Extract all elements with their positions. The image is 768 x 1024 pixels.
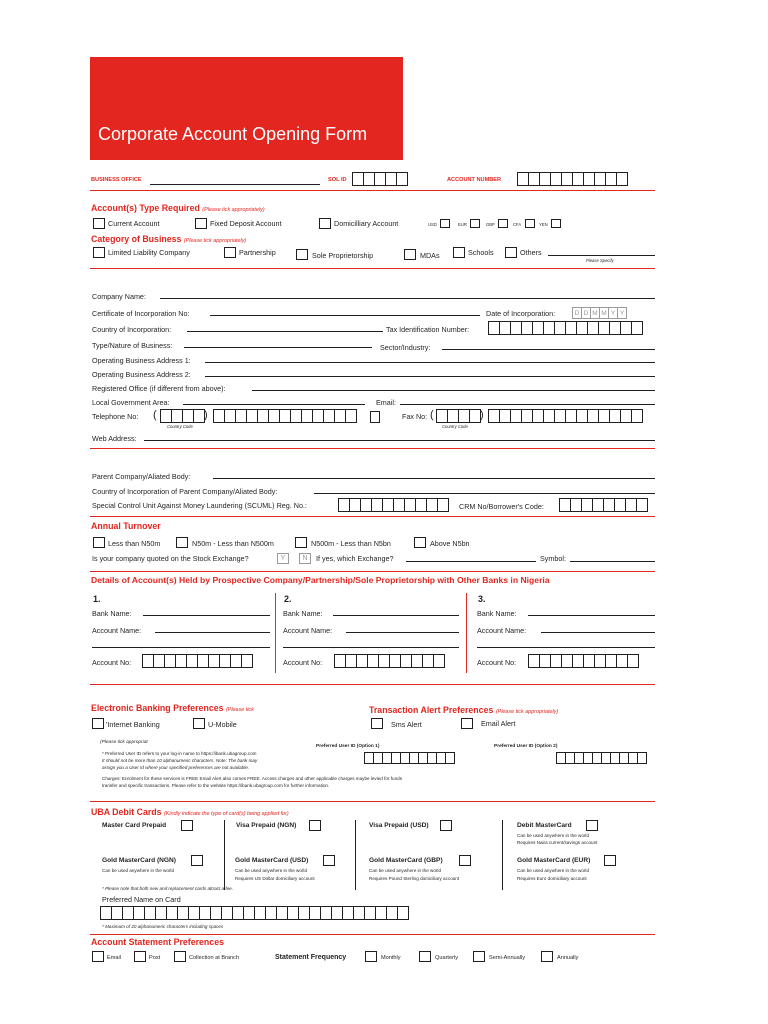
other-banks-heading: Details of Account(s) Held by Prospective Company/Partnership/Sole Proprietorship with Other Banks in Nigeria — [91, 575, 550, 585]
lga-label: Local Government Area: — [92, 398, 170, 407]
sector-label: Sector/Industry: — [380, 343, 431, 352]
divider — [90, 801, 655, 802]
date-inc-boxes[interactable] — [572, 307, 626, 319]
card-gold-ngn-desc1: Can be used anywhere in the world — [102, 868, 175, 873]
sector-field[interactable] — [442, 349, 655, 350]
bank1-acct-no-label: Account No: — [92, 658, 132, 667]
date-year-2[interactable]: Y — [617, 307, 627, 319]
bank3-acct-name-field[interactable] — [541, 632, 655, 633]
bank1-acct-name-field-2[interactable] — [92, 647, 270, 648]
card-mc-prepaid-label: Master Card Prepaid — [102, 822, 167, 829]
date-month-1[interactable]: M — [590, 307, 600, 319]
bank2-acct-name-field-2[interactable] — [283, 647, 459, 648]
sol-id-label: SOL ID — [328, 177, 347, 183]
freq-annual-label: Annually — [557, 955, 579, 961]
card-debit-mc-desc1: Can be used anywhere in the world — [517, 833, 590, 838]
mdas-label: MDAs — [420, 251, 440, 260]
card-debit-mc-checkbox[interactable] — [586, 820, 598, 831]
alerts-heading: Transaction Alert Preferences (Please tick appropriately) — [369, 705, 559, 715]
divider — [90, 684, 655, 685]
reg-office-field[interactable] — [252, 390, 655, 391]
parent-company-field[interactable] — [213, 478, 655, 479]
internet-banking-checkbox[interactable] — [92, 718, 104, 729]
tin-boxes[interactable] — [488, 321, 642, 335]
op-addr1-field[interactable] — [205, 362, 655, 363]
card-divider — [224, 820, 225, 890]
card-gold-eur-desc2: Requires Euro domiciliary account — [517, 876, 587, 881]
partnership-checkbox[interactable] — [224, 247, 236, 258]
quoted-label: Is your company quoted on the Stock Exchange? — [92, 554, 249, 563]
bank2-acct-no-label: Account No: — [283, 658, 323, 667]
statement-branch-label: Collection at Branch — [189, 955, 240, 961]
llc-label: Limited Liability Company — [108, 248, 190, 257]
scuml-label: Special Control Unit Against Money Laundering (SCUML) Reg. No.: — [92, 501, 307, 510]
bank3-acct-no-label: Account No: — [477, 658, 517, 667]
user-id-2-label: Preferred User ID (Option 2) — [494, 744, 558, 749]
email-alert-label: Email Alert — [481, 719, 516, 728]
freq-semiannual-checkbox[interactable] — [473, 951, 485, 962]
which-exchange-field[interactable] — [406, 561, 536, 562]
currency-eur-label: EUR — [458, 222, 467, 227]
bank2-acct-name-label: Account Name: — [283, 626, 333, 635]
op-addr2-label: Operating Business Address 2: — [92, 370, 191, 379]
card-divider — [355, 820, 356, 890]
bank1-acct-name-label: Account Name: — [92, 626, 142, 635]
umobile-checkbox[interactable] — [193, 718, 205, 729]
card-gold-ngn-label: Gold MasterCard (NGN) — [102, 857, 177, 864]
fax-paren-close: ) — [480, 409, 484, 421]
card-visa-usd-label: Visa Prepaid (USD) — [369, 822, 429, 829]
turnover-lt50m-label: Less than N50m — [108, 539, 161, 548]
fax-country-code-caption: Country Code — [442, 424, 468, 429]
card-gold-gbp-label: Gold MasterCard (GBP) — [369, 857, 443, 864]
symbol-field[interactable] — [570, 561, 655, 562]
turnover-lt50m-checkbox[interactable] — [93, 537, 105, 548]
currency-yen-label: YEN — [539, 222, 548, 227]
turnover-above5bn-label: Above N5bn — [430, 539, 470, 548]
card-gold-eur-desc1: Can be used anywhere in the world — [517, 868, 590, 873]
column-divider — [275, 593, 276, 673]
form-title: Corporate Account Opening Form — [98, 124, 368, 144]
quoted-no-checkbox[interactable]: N — [299, 553, 311, 564]
turnover-above5bn-checkbox[interactable] — [414, 537, 426, 548]
currency-usd-checkbox[interactable] — [440, 219, 450, 228]
account-number-boxes[interactable] — [517, 172, 627, 186]
charges-info-2: transfer and specific transactions. Please refer to the website https://ibank.ubagroup.com for further information. — [102, 783, 330, 788]
currency-cfa-checkbox[interactable] — [525, 219, 535, 228]
freq-monthly-label: Monthly — [381, 955, 401, 961]
bank3-acct-name-label: Account Name: — [477, 626, 527, 635]
card-visa-usd-checkbox[interactable] — [440, 820, 452, 831]
type-nature-label: Type/Nature of Business: — [92, 341, 173, 350]
domiciliary-checkbox[interactable] — [319, 218, 331, 229]
currency-gbp-checkbox[interactable] — [498, 219, 508, 228]
user-id-1-boxes[interactable] — [364, 752, 454, 764]
tel-extra-box[interactable] — [370, 411, 379, 423]
divider — [90, 190, 655, 191]
ebanking-heading: Electronic Banking Preferences (Please tick — [91, 703, 254, 713]
op-addr2-field[interactable] — [205, 376, 655, 377]
lga-field[interactable] — [183, 404, 365, 405]
bank3-acct-name-field-2[interactable] — [477, 647, 655, 648]
others-label: Others — [520, 248, 542, 257]
country-parent-field[interactable] — [314, 493, 655, 494]
bank1-name-label: Bank Name: — [92, 609, 132, 618]
currency-usd-label: USD — [428, 222, 437, 227]
op-addr1-label: Operating Business Address 1: — [92, 356, 191, 365]
tel-country-code-boxes[interactable] — [160, 409, 204, 423]
freq-quarterly-label: Quarterly — [435, 955, 459, 961]
reg-office-label: Registered Office (if different from above): — [92, 384, 226, 393]
company-name-field[interactable] — [160, 298, 655, 299]
bank2-name-field[interactable] — [333, 615, 459, 616]
user-id-info-2: It should not be more than 10 alphanumeric characters. Note: The bank may — [102, 758, 258, 763]
llc-checkbox[interactable] — [93, 247, 105, 258]
card-gold-usd-checkbox[interactable] — [323, 855, 335, 866]
card-debit-mc-label: Debit MasterCard — [517, 822, 572, 829]
card-gold-ngn-checkbox[interactable] — [191, 855, 203, 866]
domiciliary-label: Domicilliary Account — [334, 219, 399, 228]
turnover-500m-5bn-checkbox[interactable] — [295, 537, 307, 548]
turnover-50m-500m-label: N50m - Less than N500m — [192, 539, 274, 548]
card-gold-gbp-desc2: Requires Pound Sterling domiciliary account — [369, 876, 460, 881]
sole-proprietorship-checkbox[interactable] — [296, 249, 308, 260]
type-nature-field[interactable] — [184, 347, 372, 348]
freq-annual-checkbox[interactable] — [541, 951, 553, 962]
others-checkbox[interactable] — [505, 247, 517, 258]
preferred-name-max: * Maximum of 20 alphanumeric characters including spaces — [102, 924, 224, 929]
schools-label: Schools — [468, 248, 494, 257]
date-inc-label: Date of Incorporation: — [486, 309, 556, 318]
currency-gbp-label: GBP — [486, 222, 495, 227]
quoted-yes-checkbox[interactable]: Y — [277, 553, 289, 564]
debit-cards-heading: UBA Debit Cards (Kindly indicate the type of card(s) being applied for) — [91, 807, 289, 817]
bank1-acct-name-field[interactable] — [155, 632, 270, 633]
freq-monthly-checkbox[interactable] — [365, 951, 377, 962]
country-inc-label: Country of Incorporation: — [92, 325, 172, 334]
email-alert-checkbox[interactable] — [461, 718, 473, 729]
others-specify-line[interactable] — [548, 255, 655, 256]
statement-frequency-label: Statement Frequency — [275, 954, 347, 961]
divider — [90, 571, 655, 572]
tel-country-code-caption: Country Code — [167, 424, 193, 429]
card-divider — [502, 820, 503, 890]
fax-label: Fax No: — [402, 412, 428, 421]
web-field[interactable] — [144, 440, 655, 441]
divider — [90, 516, 655, 517]
freq-semiannual-label: Semi-Annually — [489, 955, 526, 961]
card-gold-gbp-desc1: Can be used anywhere in the world — [369, 868, 442, 873]
cert-no-label: Certificate of Incorporation No: — [92, 309, 190, 318]
schools-checkbox[interactable] — [453, 247, 465, 258]
card-visa-ngn-label: Visa Prepaid (NGN) — [236, 822, 297, 829]
card-gold-usd-desc1: Can be used anywhere in the world — [235, 868, 308, 873]
statement-email-label: Email — [107, 955, 121, 961]
business-office-field[interactable] — [150, 184, 320, 185]
which-exchange-label: If yes, which Exchange? — [316, 554, 394, 563]
tel-paren-close: ) — [204, 409, 208, 421]
tin-label: Tax Identification Number: — [386, 325, 470, 334]
bank2-acct-name-field[interactable] — [346, 632, 459, 633]
crm-label: CRM No/Borrower's Code: — [459, 502, 544, 511]
card-gold-eur-label: Gold MasterCard (EUR) — [517, 857, 591, 864]
card-gold-usd-desc2: Requires US Dollar domiciliary account — [235, 876, 315, 881]
scuml-boxes[interactable] — [338, 498, 448, 512]
partnership-label: Partnership — [239, 248, 276, 257]
card-fee-note: * Please note that both new and replacement cards attract a fee. — [102, 886, 234, 891]
card-debit-mc-desc2: Requires Naira current/savings account — [517, 840, 598, 845]
country-parent-label: Country of Incorporation of Parent Company/Aliated Body: — [92, 487, 278, 496]
currency-cfa-label: CFA — [513, 222, 522, 227]
currency-eur-checkbox[interactable] — [470, 219, 480, 228]
telephone-label: Telephone No: — [92, 412, 139, 421]
please-specify-label: Please Specify — [586, 258, 614, 263]
category-heading: Category of Business (Please tick appropriately) — [91, 234, 247, 244]
email-field[interactable] — [400, 404, 655, 405]
card-mc-prepaid-checkbox[interactable] — [181, 820, 193, 831]
mdas-checkbox[interactable] — [404, 249, 416, 260]
turnover-500m-5bn-label: N500m - Less than N5bn — [311, 539, 391, 548]
internet-banking-label: 'Internet Banking — [106, 720, 160, 729]
date-day-1[interactable]: D — [572, 307, 582, 319]
divider — [90, 934, 655, 935]
bank3-acct-no-boxes[interactable] — [528, 654, 638, 668]
sol-id-boxes[interactable] — [352, 172, 407, 186]
web-label: Web Address: — [92, 434, 137, 443]
preferred-name-boxes[interactable] — [100, 906, 408, 920]
account-type-heading: Account(s) Type Required (Please tick appropriately) — [91, 203, 265, 213]
email-label: Email: — [376, 398, 396, 407]
card-gold-usd-label: Gold MasterCard (USD) — [235, 857, 309, 864]
turnover-heading: Annual Turnover — [91, 521, 161, 531]
country-inc-field[interactable] — [187, 331, 383, 332]
ebanking-note: (Please tick appropriat — [100, 740, 148, 745]
statement-heading: Account Statement Preferences — [91, 937, 224, 947]
bank3-name-label: Bank Name: — [477, 609, 517, 618]
symbol-label: Symbol: — [540, 554, 566, 563]
bank1-number: 1. — [93, 594, 101, 604]
current-account-checkbox[interactable] — [93, 218, 105, 229]
bank3-name-field[interactable] — [528, 615, 655, 616]
tel-number-boxes[interactable] — [213, 409, 356, 423]
date-day-2[interactable]: D — [581, 307, 591, 319]
sms-alert-checkbox[interactable] — [371, 718, 383, 729]
parent-company-label: Parent Company/Aliated Body: — [92, 472, 191, 481]
bank2-name-label: Bank Name: — [283, 609, 323, 618]
bank2-number: 2. — [284, 594, 292, 604]
date-month-2[interactable]: M — [599, 307, 609, 319]
bank1-acct-no-boxes[interactable] — [142, 654, 252, 668]
divider — [90, 268, 655, 269]
column-divider — [466, 593, 467, 673]
sole-proprietorship-label: Sole Proprietorship — [312, 251, 374, 260]
bank2-acct-no-boxes[interactable] — [334, 654, 444, 668]
statement-branch-checkbox[interactable] — [174, 951, 186, 962]
fax-paren-open: ( — [430, 409, 434, 421]
user-id-info-3: assign you a User Id where your specified preferences are not available. — [102, 765, 250, 770]
card-gold-eur-checkbox[interactable] — [604, 855, 616, 866]
business-office-label: BUSINESS OFFICE — [91, 177, 142, 183]
charges-info-1: Charges: Enrolment for these services is FREE Email Alert also comes FREE. Access charges and other applicable charges maybe levied for funds — [102, 776, 403, 781]
tel-paren-open: ( — [153, 409, 157, 421]
card-visa-ngn-checkbox[interactable] — [309, 820, 321, 831]
statement-email-checkbox[interactable] — [92, 951, 104, 962]
sms-alert-label: Sms Alert — [391, 720, 422, 729]
crm-boxes[interactable] — [559, 498, 647, 512]
preferred-name-label: Preferred Name on Card — [102, 895, 181, 904]
current-account-label: Current Account — [108, 219, 160, 228]
umobile-label: U-Mobile — [208, 720, 237, 729]
bank3-number: 3. — [478, 594, 486, 604]
header-banner — [90, 57, 403, 160]
statement-post-checkbox[interactable] — [134, 951, 146, 962]
fixed-deposit-label: Fixed Deposit Account — [210, 219, 282, 228]
statement-post-label: Post — [149, 955, 161, 961]
date-year-1[interactable]: Y — [608, 307, 618, 319]
divider — [90, 448, 655, 449]
freq-quarterly-checkbox[interactable] — [419, 951, 431, 962]
cert-no-field[interactable] — [210, 315, 480, 316]
user-id-info-1: * Preferred User ID refers to your log-in name to https://ibank.ubagroup.com — [102, 751, 257, 756]
card-gold-gbp-checkbox[interactable] — [459, 855, 471, 866]
fax-number-boxes[interactable] — [488, 409, 642, 423]
bank1-name-field[interactable] — [143, 615, 270, 616]
fixed-deposit-checkbox[interactable] — [195, 218, 207, 229]
user-id-2-boxes[interactable] — [556, 752, 646, 764]
turnover-50m-500m-checkbox[interactable] — [176, 537, 188, 548]
currency-yen-checkbox[interactable] — [551, 219, 561, 228]
company-name-label: Company Name: — [92, 292, 146, 301]
user-id-1-label: Preferred User ID (Option 1) — [316, 744, 380, 749]
account-number-label: ACCOUNT NUMBER — [447, 177, 502, 183]
fax-country-code-boxes[interactable] — [436, 409, 480, 423]
